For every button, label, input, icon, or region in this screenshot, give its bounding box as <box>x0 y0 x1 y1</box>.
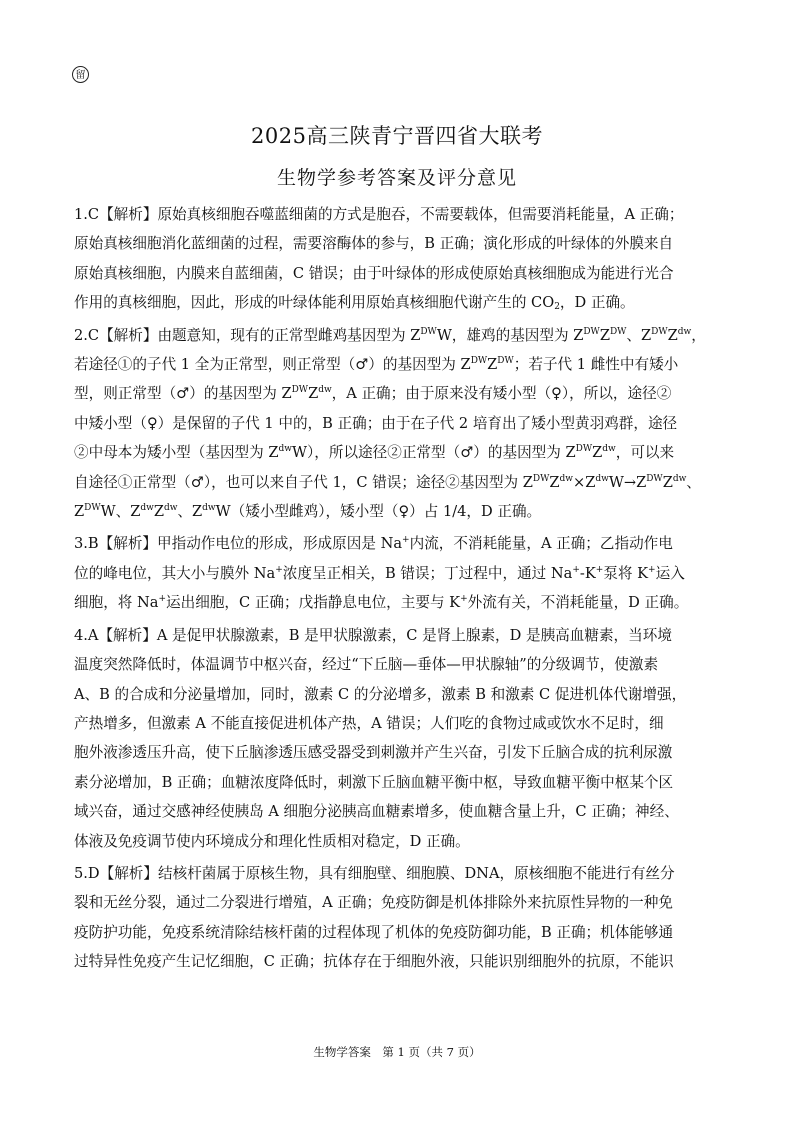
answer-line: 位的峰电位，其大小与膜外 Na+浓度呈正相关，B 错误；丁过程中，通过 Na+-K+泵将 K+运入 <box>74 564 685 582</box>
answer-line: 4.A【解析】A 是促甲状腺激素，B 是甲状腺激素，C 是肾上腺素，D 是胰高血糖素，当环境 <box>74 626 672 644</box>
page-footer: 生物学答案 第 1 页（共 7 页） <box>313 1045 481 1059</box>
answer-line: 胞外液渗透压升高，使下丘脑渗透压感受器受到刺激并产生兴奋，引发下丘脑合成的抗利尿激 <box>74 744 673 762</box>
answer-line: 域兴奋，通过交感神经使胰岛 A 细胞分泌胰高血糖素增多，使血糖含量上升，C 正确；神经、 <box>74 803 679 821</box>
answer-line: 原始真核细胞消化蓝细菌的过程，需要溶酶体的参与，B 正确；演化形成的叶绿体的外膜来自 <box>74 235 674 253</box>
page-title: 2025高三陕青宁晋四省大联考 <box>251 124 543 148</box>
answer-item <box>74 621 724 856</box>
answer-line: 2.C【解析】由题意知，现有的正常型雌鸡基因型为 $Z^{DW}W$，雄鸡的基因型为 $Z^{DW}Z^{DW}$、$Z^{DW}Z^{dw}$， <box>74 326 706 344</box>
answer-line: 温度突然降低时，体温调节中枢兴奋，经过“下丘脑—垂体—甲状腺轴”的分级调节，使激素 <box>74 656 659 674</box>
answer-line: 原始真核细胞，内膜来自蓝细菌，C 错误；由于叶绿体的形成使原始真核细胞成为能进行光合 <box>74 264 674 282</box>
answer-line: 素分泌增加，B 正确；血糖浓度降低时，刺激下丘脑血糖平衡中枢，导致血糖平衡中枢某个区 <box>74 773 674 791</box>
answer-body <box>74 200 724 980</box>
answer-line: 作用的真核细胞，因此，形成的叶绿体能利用原始真核细胞代谢产生的 $CO_2$，D 正确。 <box>74 294 635 313</box>
answer-line: 型，则正常型（♂）的基因型为 $Z^{DW}Z^{dw}$，A 正确；由于原来没有矮小型（♀），所以，途径② <box>74 385 672 403</box>
answer-line: 疫防护功能，免疫系统清除结核杆菌的过程体现了机体的免疫防御功能，B 正确；机体能够通 <box>74 923 674 941</box>
answer-line: A、B 的合成和分泌量增加，同时，激素 C 的分泌增多，激素 B 和激素 C 促进机体代谢增强， <box>74 685 687 703</box>
answer-line: $Z^{DW}W$、$Z^{dw}Z^{dw}$、$Z^{dw}W$（矮小型雌鸡），矮小型（♀）占 1/4，D 正确。 <box>74 503 542 521</box>
answer-item <box>74 321 724 527</box>
answer-item <box>74 200 724 318</box>
answer-line: 5.D【解析】结核杆菌属于原核生物，具有细胞壁、细胞膜、DNA，原核细胞不能进行有丝分 <box>74 864 675 882</box>
answer-line: 中矮小型（♀）是保留的子代 1 中的，B 正确；由于在子代 2 培育出了矮小型黄羽鸡群，途径 <box>74 414 678 432</box>
page-subtitle: 生物学参考答案及评分意见 <box>276 167 517 189</box>
answer-line: 细胞，将 Na+运出细胞，C 正确；戊指静息电位，主要与 K+外流有关，不消耗能量，D 正确。 <box>74 594 689 612</box>
answer-line: 过特异性免疫产生记忆细胞，C 正确；抗体存在于细胞外液，只能识别细胞外的抗原，不能识 <box>74 953 674 971</box>
answer-line: 自途径①正常型（♂），也可以来自子代 1，C 错误；途径②基因型为 $Z^{DW}Z^{dw}\times Z^{dw}W\to Z^{DW}Z^{dw}$、 <box>74 473 701 491</box>
answer-line: 裂和无丝分裂，通过二分裂进行增殖，A 正确；免疫防御是机体排除外来抗原性异物的一种免 <box>74 894 673 912</box>
answer-line: 1.C【解析】原始真核细胞吞噬蓝细菌的方式是胞吞，不需要载体，但需要消耗能量，A 正确； <box>74 206 684 223</box>
answer-line: 产热增多，但激素 A 不能直接促进机体产热，A 错误；人们吃的食物过咸或饮水不足时，细 <box>74 714 664 732</box>
answer-item <box>74 529 724 617</box>
answer-item <box>74 859 724 977</box>
page-badge-icon: 留 <box>72 66 89 83</box>
answer-line: 若途径①的子代 1 全为正常型，则正常型（♂）的基因型为 $Z^{DW}Z^{DW}$；若子代 1 雌性中有矮小 <box>74 356 679 374</box>
answer-line: 体液及免疫调节使内环境成分和理化性质相对稳定，D 正确。 <box>74 832 470 850</box>
answer-line: 3.B【解析】甲指动作电位的形成，形成原因是 Na+内流，不消耗能量，A 正确；乙指动作电 <box>74 535 673 553</box>
answer-line: ②中母本为矮小型（基因型为 $Z^{dw}W$），所以途径②正常型（♂）的基因型为 $Z^{DW}Z^{dw}$，可以来 <box>74 444 675 462</box>
